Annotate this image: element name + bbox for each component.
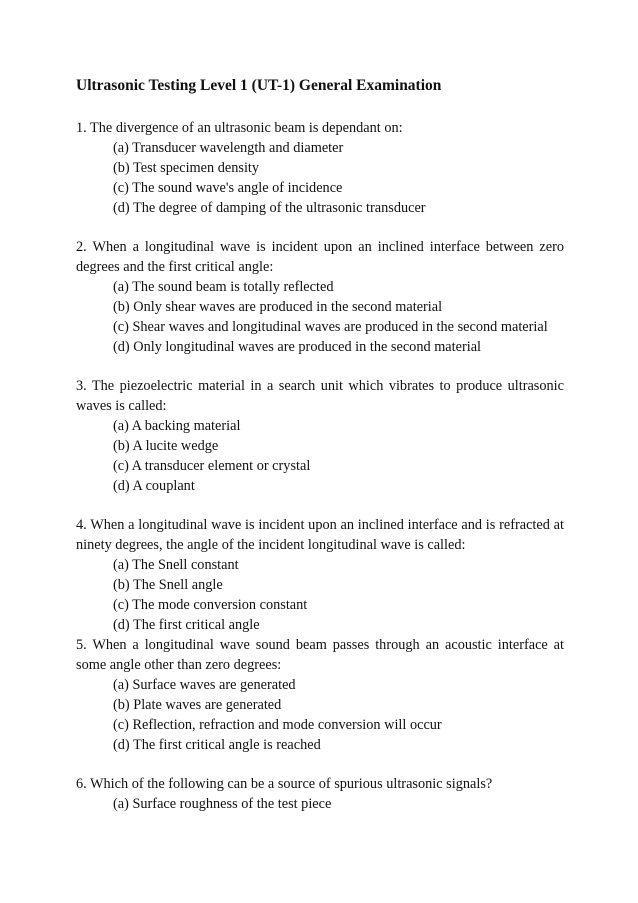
question-6 xyxy=(76,774,564,814)
question-2-stem: 2. When a longitudinal wave is incident upon an inclined interface between zero degrees and the first critical angle: xyxy=(76,239,564,275)
question-5 xyxy=(76,635,564,755)
question-3 xyxy=(76,376,564,496)
question-2-option-c: (c) Shear waves and longitudinal waves are produced in the second material xyxy=(113,319,548,335)
question-2-option-d: (d) Only longitudinal waves are produced in the second material xyxy=(113,339,482,355)
question-2-option-a: (a) The sound beam is totally reflected xyxy=(113,279,334,295)
question-5-options xyxy=(76,675,564,755)
question-1-options xyxy=(76,138,564,218)
question-4-stem: 4. When a longitudinal wave is incident upon an inclined interface and is refracted at ninety degrees, the angle of the incident longitudinal wave is called: xyxy=(76,517,564,553)
document-title: Ultrasonic Testing Level 1 (UT-1) General Examination xyxy=(76,77,442,94)
question-4-option-c: (c) The mode conversion constant xyxy=(113,597,308,613)
question-4-option-d: (d) The first critical angle xyxy=(113,617,260,633)
question-4-options xyxy=(76,555,564,635)
question-5-option-b: (b) Plate waves are generated xyxy=(113,697,282,713)
question-3-options xyxy=(76,416,564,496)
question-6-options xyxy=(76,794,564,814)
question-5-option-c: (c) Reflection, refraction and mode conversion will occur xyxy=(113,717,442,733)
question-6-option-a: (a) Surface roughness of the test piece xyxy=(113,796,332,812)
question-4-option-a: (a) The Snell constant xyxy=(113,557,239,573)
question-2-option-b: (b) Only shear waves are produced in the second material xyxy=(113,299,443,315)
question-1-option-d: (d) The degree of damping of the ultrasonic transducer xyxy=(113,200,426,216)
question-5-option-d: (d) The first critical angle is reached xyxy=(113,737,321,753)
question-1-option-a: (a) Transducer wavelength and diameter xyxy=(113,140,344,156)
question-3-option-b: (b) A lucite wedge xyxy=(113,438,219,454)
question-3-option-a: (a) A backing material xyxy=(113,418,241,434)
question-1-option-c: (c) The sound wave's angle of incidence xyxy=(113,180,343,196)
question-5-option-a: (a) Surface waves are generated xyxy=(113,677,296,693)
question-3-stem: 3. The piezoelectric material in a search unit which vibrates to produce ultrasonic waves is called: xyxy=(76,378,564,414)
question-1-stem: 1. The divergence of an ultrasonic beam is dependant on: xyxy=(76,120,403,136)
question-2-options xyxy=(76,277,564,357)
question-2 xyxy=(76,237,564,357)
question-1 xyxy=(76,118,564,218)
question-4-option-b: (b) The Snell angle xyxy=(113,577,223,593)
question-4 xyxy=(76,515,564,635)
question-3-option-c: (c) A transducer element or crystal xyxy=(113,458,311,474)
question-6-stem: 6. Which of the following can be a source of spurious ultrasonic signals? xyxy=(76,776,493,792)
question-5-stem: 5. When a longitudinal wave sound beam passes through an acoustic interface at some angle other than zero degrees: xyxy=(76,637,564,673)
document-page xyxy=(76,76,564,814)
question-1-option-b: (b) Test specimen density xyxy=(113,160,260,176)
question-3-option-d: (d) A couplant xyxy=(113,478,195,494)
